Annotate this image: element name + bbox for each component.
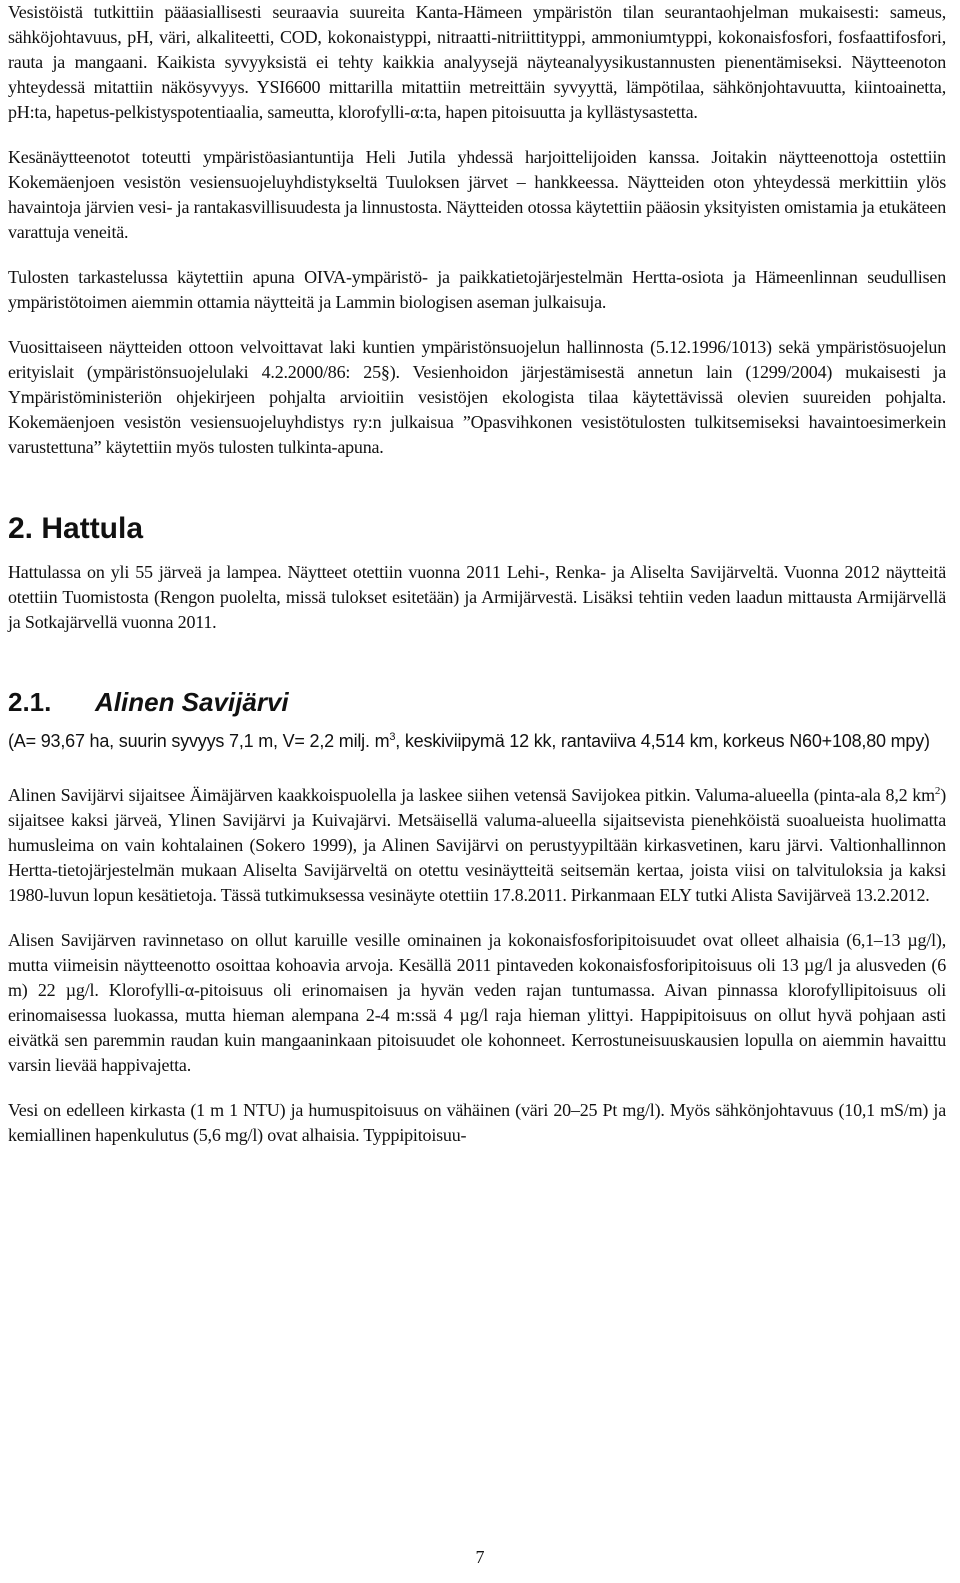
subsection-title: Alinen Savijärvi (95, 687, 289, 717)
page-number: 7 (475, 1547, 485, 1567)
lake-info-text-b: , keskiviipymä 12 kk, rantaviiva 4,514 km, korkeus N60+108,80 mpy) (395, 731, 930, 751)
paragraph-legal-basis: Vuosittaiseen näytteiden ottoon velvoittavat laki kuntien ympäristönsuojelun hallinnosta (5.12.1996/1013) sekä ympäristösuojelun erityislait (ympäristönsuojelulaki 4.2.2000/86: 25§). Vesienhoidon järjestämisestä annetun lain (1299/2004) mukaisesti ja Ympäristöministeriön ohjekirjeen pohjalta arvioitiin vesistöjen ekologista tilaa käytettävissä olevien suureiden pohjalta. Kokemäenjoen vesistön vesiensuojeluyhdistys ry:n julkaisua ”Opasvihkonen vesistötulosten tulkitsemiseksi havaintoesimerkein varustettuna” käytettiin myös tulosten tulkinta-apuna. (8, 337, 946, 457)
paragraph-sampling-staff: Kesänäytteenotot toteutti ympäristöasiantuntija Heli Jutila yhdessä harjoittelijoiden kanssa. Joitakin näytteenottoja ostettiin Kokemäenjoen vesistön vesiensuojeluyhdistykseltä Tuuloksen järvet – hankkeessa. Näytteiden oton yhteydessä merkittiin ylös havaintoja järvien vesi- ja rantakasvillisuudesta ja linnustosta. Näytteiden otossa käytettiin pääosin yksityisten omistamia ja etukäteen varattuja veneitä. (8, 147, 946, 242)
section-heading-hattula: 2. Hattula (8, 512, 144, 545)
paragraph-hattula-overview: Hattulassa on yli 55 järveä ja lampea. Näytteet otettiin vuonna 2011 Lehi-, Renka- ja Aliselta Savijärveltä. Vuonna 2012 näytteitä otettiin Tuomistosta (Rengon puolelta, missä tulokset esitetään) ja Armijärvestä. Lisäksi tehtiin veden laadun mittausta Armijärvellä ja Sotkajärvellä vuonna 2011. (8, 562, 946, 632)
paragraph-water-clarity: Vesi on edelleen kirkasta (1 m 1 NTU) ja humuspitoisuus on vähäinen (väri 20–25 Pt mg/l). Myös sähkönjohtavuus (10,1 mS/m) ja kemiallinen hapenkulutus (5,6 mg/l) ovat alhaisia. Typpipitoisuu- (8, 1100, 946, 1145)
lake-description-text-b: ) sijaitsee kaksi järveä, Ylinen Savijärvi ja Kuivajärvi. Metsäisellä valuma-alueella sijaitsevista pienehköistä suoalueista huolimatta humusleima on vain kohtalainen (Sokero 1999), ja Alinen Savijärvi on perustyypiltään kirkasvetinen, karu järvi. Valtionhallinnon Hertta-tietojärjestelmän mukaan Aliselta Savijärveltä on otettu vesinäytteitä seitsemän kertaa, joista viisi on talvituloksia ja kaksi 1980-luvun lopun kesätietoja. Tässä tutkimuksessa vesinäyte otettiin 17.8.2011. Pirkanmaan ELY tutki Alista Savijärveä 13.2.2012. (8, 785, 946, 905)
lake-description-text-a: Alinen Savijärvi sijaitsee Äimäjärven kaakkoispuolella ja laskee siihen vetensä Savijokea pitkin. Valuma-alueella (pinta-ala 8,2 km (8, 785, 935, 805)
paragraph-nutrient-level: Alisen Savijärven ravinnetaso on ollut karuille vesille ominainen ja kokonaisfosforipitoisuudet ovat olleet alhaisia (6,1–13 µg/l), mutta viimeisin näytteenotto osoittaa kohoavia arvoja. Kesällä 2011 pintaveden kokonaisfosforipitoisuus oli 13 µg/l ja alusveden (6 m) 22 µg/l. Klorofylli-α-pitoisuus oli erinomaisen ja hyvän veden rajan tuntumassa. Aivan pinnassa klorofyllipitoisuus oli erinomaisessa luokassa, mutta hieman alempana 2-4 m:ssä 4 µg/l raja hieman ylittyi. Happipitoisuus on ollut hyvä pohjaan asti eivätkä sen paremmin raudan kuin mangaaninkaan pitoisuudet ole kohonneet. Kerrostuneisuuskausien lopulla on aiemmin havaittu varsin lievää happivajetta. (8, 930, 946, 1075)
document-page (8, 0, 946, 1148)
subsection-number: 2.1. (8, 687, 52, 717)
paragraph-result-sources: Tulosten tarkastelussa käytettiin apuna OIVA-ympäristö- ja paikkatietojärjestelmän Hertta-osiota ja Hämeenlinnan seudullisen ympäristötoimen aiemmin ottamia näytteitä ja Lammin biologisen aseman julkaisuja. (8, 267, 946, 312)
lake-info-text-a: (A= 93,67 ha, suurin syvyys 7,1 m, V= 2,2 milj. m (8, 731, 390, 751)
paragraph-lake-description (8, 783, 946, 908)
lake-basic-info (8, 729, 946, 754)
subsection-heading-alinen-savijarvi (8, 687, 946, 717)
paragraph-measured-parameters: Vesistöistä tutkittiin pääasiallisesti seuraavia suureita Kanta-Hämeen ympäristön tilan seurantaohjelman mukaisesti: sameus, sähköjohtavuus, pH, väri, alkaliteetti, COD, kokonaistyppi, nitraatti-nitriittityppi, ammoniumtyppi, kokonaisfosfori, fosfaattifosfori, rauta ja mangaani. Kaikista syvyyksistä ei tehty kaikkia analyysejä näyteanalyysikustannusten pienentämiseksi. Näytteenoton yhteydessä mitattiin näkösyvyys. YSI6600 mittarilla mitattiin metreittäin syvyyttä, lämpötilaa, sähkönjohtavuutta, kiintoainetta, pH:ta, hapetus-pelkistyspotentiaalia, sameutta, klorofylli-α:ta, hapen pitoisuutta ja kyllästysastetta. (8, 2, 946, 122)
lake-info-superscript: 3 (389, 731, 396, 743)
lake-description-superscript: 2 (934, 785, 941, 797)
